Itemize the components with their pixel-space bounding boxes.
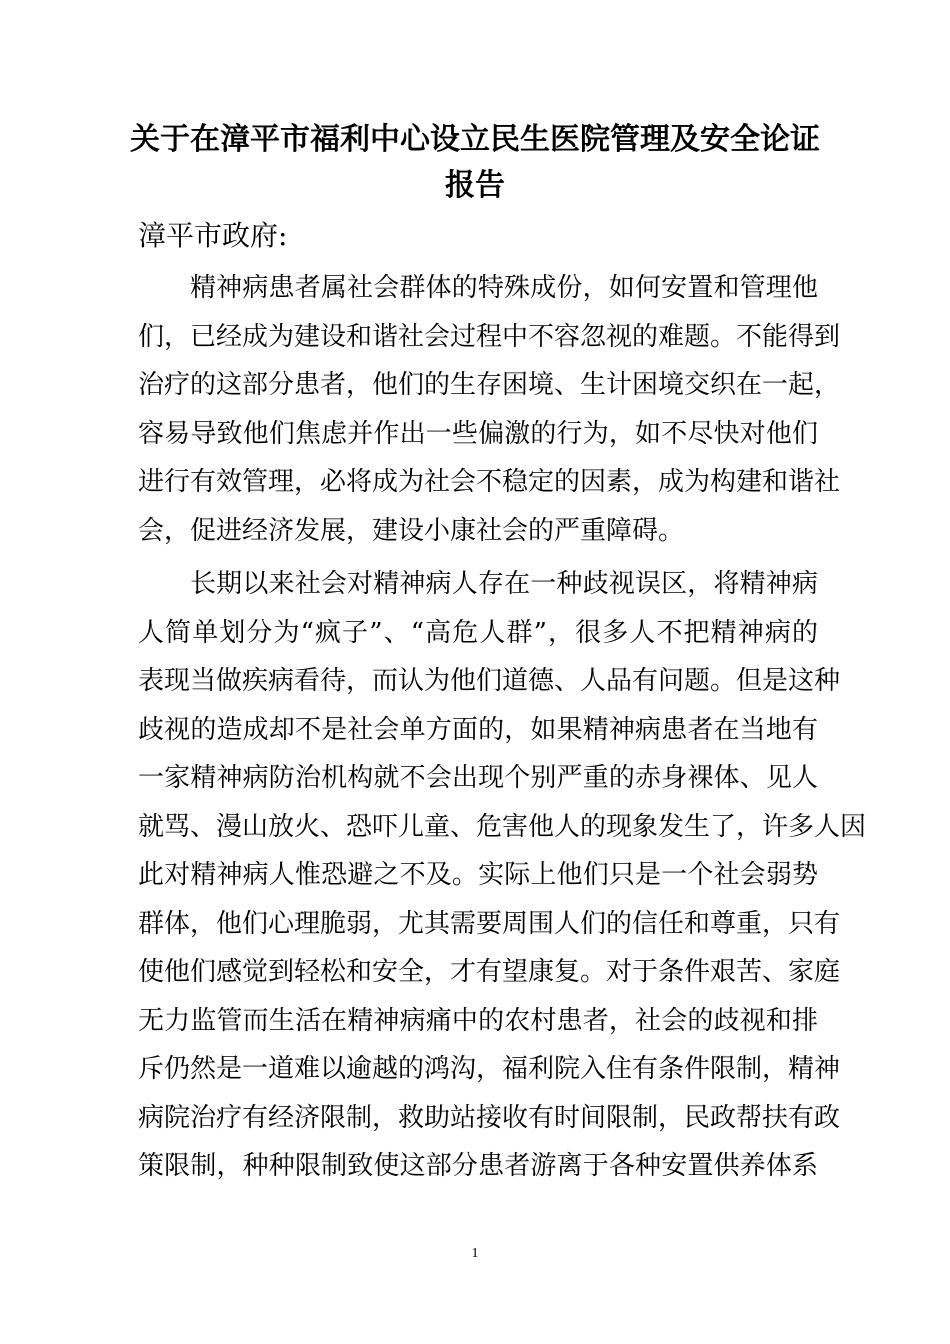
paragraph-line: 们，已经成为建设和谐社会过程中不容忽视的难题。不能得到 xyxy=(138,321,841,352)
paragraph-line: 容易导致他们焦虑并作出一些偏激的行为，如不尽快对他们 xyxy=(138,418,818,449)
salutation: 漳平市政府: xyxy=(138,219,288,252)
paragraph-line: 使他们感觉到轻松和安全，才有望康复。对于条件艰苦、家庭 xyxy=(138,957,841,987)
paragraph-line: 精神病患者属社会群体的特殊成份，如何安置和管理他 xyxy=(190,273,818,303)
paragraph-line: 表现当做疾病看待，而认为他们道德、人品有问题。但是这种 xyxy=(138,666,841,696)
paragraph-line: 进行有效管理，必将成为社会不稳定的因素，成为构建和谐社 xyxy=(138,467,841,497)
document-title-line-2: 报告 xyxy=(445,168,505,203)
paragraph-line: 就骂、漫山放火、恐吓儿童、危害他人的现象发生了，许多人因 xyxy=(138,811,867,842)
paragraph-line: 一家精神病防治机构就不会出现个别严重的赤身裸体、见人 xyxy=(138,763,818,793)
paragraph-line: 会，促进经济发展，建设小康社会的严重障碍。 xyxy=(138,515,685,546)
paragraph-line: 无力监管而生活在精神病痛中的农村患者，社会的歧视和排 xyxy=(138,1005,818,1036)
paragraph-line: 群体，他们心理脆弱，尤其需要周围人们的信任和尊重，只有 xyxy=(138,908,841,939)
paragraph-2 xyxy=(138,560,867,1191)
paragraph-line: 此对精神病人惟恐避之不及。实际上他们只是一个社会弱势 xyxy=(138,860,818,890)
paragraph-1 xyxy=(138,264,841,555)
document-title-line-1: 关于在漳平市福利中心设立民生医院管理及安全论证 xyxy=(130,122,820,157)
paragraph-line: 歧视的造成却不是社会单方面的，如果精神病患者在当地有 xyxy=(138,714,818,745)
paragraph-line: 治疗的这部分患者，他们的生存困境、生计困境交织在一起， xyxy=(138,370,841,400)
paragraph-line: 人简单划分为“疯子”、“高危人群”，很多人不把精神病的 xyxy=(138,617,818,648)
paragraph-line: 长期以来社会对精神病人存在一种歧视误区，将精神病 xyxy=(190,569,818,599)
paragraph-line: 策限制，种种限制致使这部分患者游离于各种安置供养体系 xyxy=(138,1151,818,1181)
page-number: 1 xyxy=(471,1246,479,1261)
paragraph-line: 斥仍然是一道难以逾越的鸿沟，福利院入住有条件限制，精神 xyxy=(138,1054,841,1084)
paragraph-line: 病院治疗有经济限制，救助站接收有时间限制，民政帮扶有政 xyxy=(138,1102,841,1133)
